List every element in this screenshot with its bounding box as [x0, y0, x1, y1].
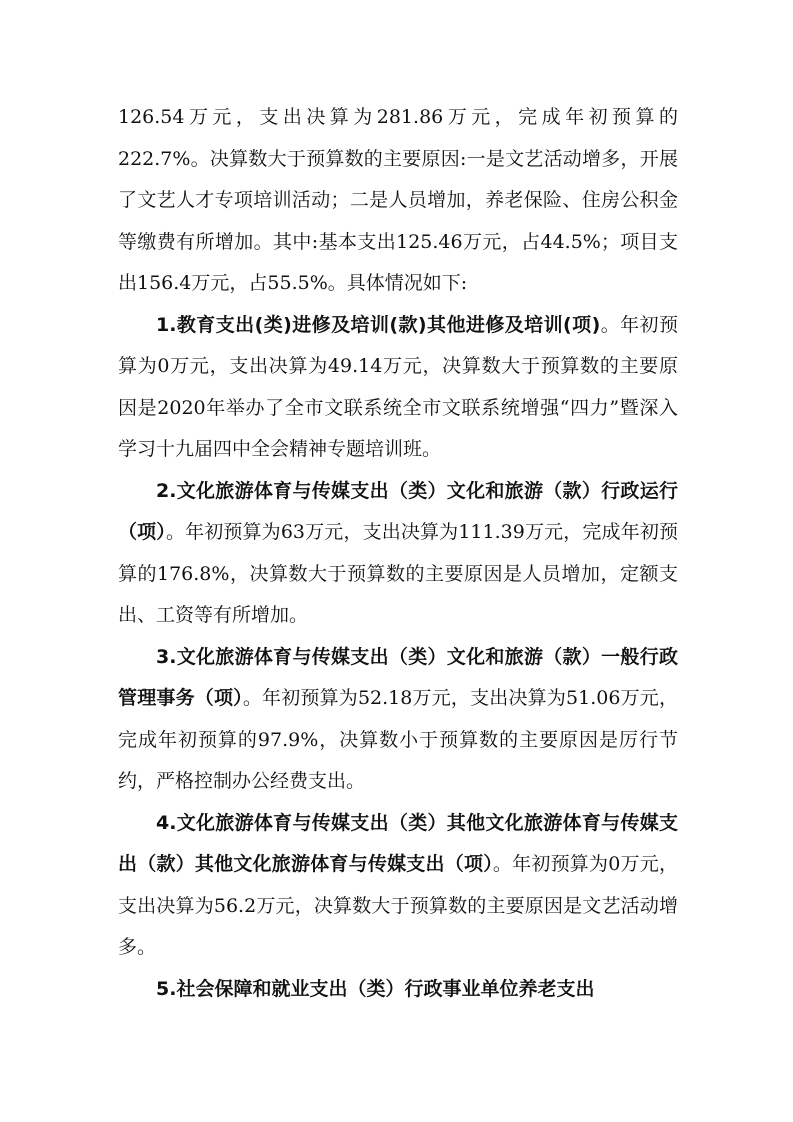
paragraph-item-4 — [118, 803, 678, 969]
item-heading: 3.文化旅游体育与传媒支出（类）文化和旅游（款）一般行政管理事务（项） — [118, 645, 678, 709]
item-heading: 5.社会保障和就业支出（类）行政事业单位养老支出 — [156, 977, 595, 1000]
item-heading: 4.文化旅游体育与传媒支出（类）其他文化旅游体育与传媒支出（款）其他文化旅游体育与传媒支出（项） — [118, 811, 678, 875]
paragraph-text: 126.54万元，支出决算为281.86万元，完成年初预算的222.7%。决算数大于预算数的主要原因:一是文艺活动增多，开展了文艺人才专项培训活动；二是人员增加，养老保险、住房公积金等缴费有所增加。其中:基本支出125.46万元，占44.5%；项目支出156.4万元，占55.5%。具体情况如下: — [118, 106, 678, 294]
paragraph-text: 。年初预算为0万元，支出决算为56.2万元，决算数大于预算数的主要原因是文艺活动增多。 — [118, 853, 678, 958]
document-body — [118, 97, 678, 1010]
item-heading: 1.教育支出(类)进修及培训(款)其他进修及培训(项) — [156, 313, 601, 336]
paragraph-intro — [118, 97, 678, 305]
paragraph-text: 。年初预算为63万元，支出决算为111.39万元，完成年初预算的176.8%，决算数大于预算数的主要原因是人员增加，定额支出、工资等有所增加。 — [118, 521, 678, 626]
paragraph-item-1 — [118, 305, 678, 471]
paragraph-item-5 — [118, 969, 678, 1011]
paragraph-text: 。年初预算为0万元，支出决算为49.14万元，决算数大于预算数的主要原因是2020年举办了全市文联系统全市文联系统增强“四力”暨深入学习十九届四中全会精神专题培训班。 — [118, 313, 678, 460]
paragraph-item-3 — [118, 637, 678, 803]
item-heading: 2.文化旅游体育与传媒支出（类）文化和旅游（款）行政运行（项） — [118, 479, 678, 543]
paragraph-item-2 — [118, 471, 678, 637]
paragraph-text: 。年初预算为52.18万元，支出决算为51.06万元，完成年初预算的97.9%，决算数小于预算数的主要原因是厉行节约，严格控制办公经费支出。 — [118, 687, 678, 792]
